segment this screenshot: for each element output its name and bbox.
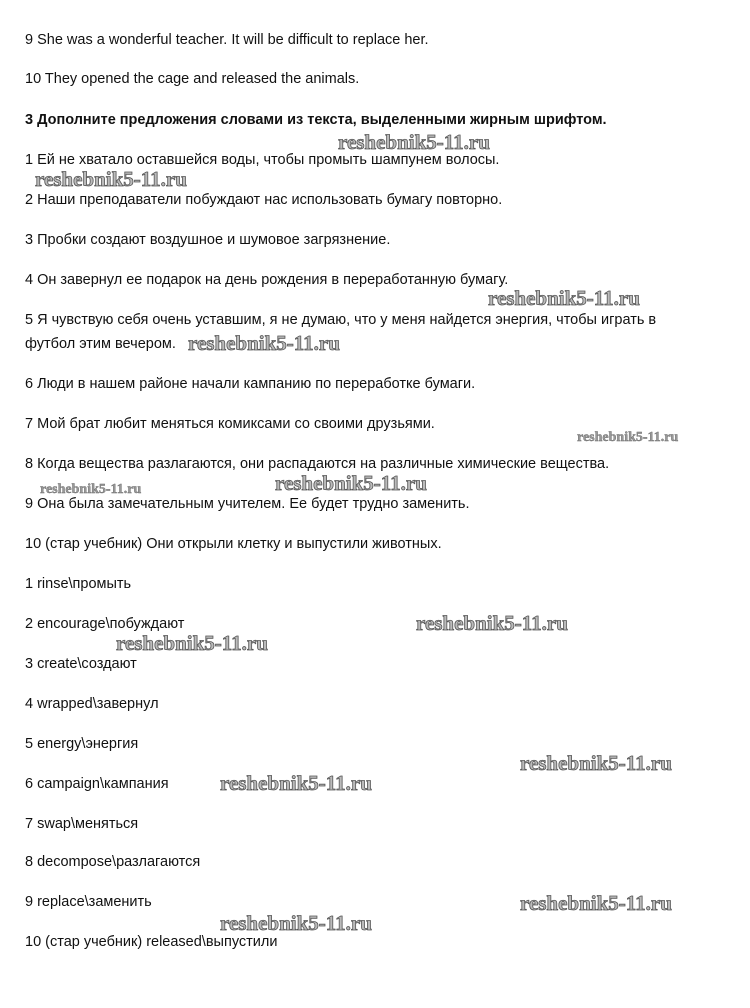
text-line: 6 Люди в нашем районе начали кампанию по переработке бумаги. <box>25 376 476 392</box>
text-line: 4 Он завернул ее подарок на день рождения в переработанную бумагу. <box>25 272 509 288</box>
answer-line: 2 encourage\побуждают <box>25 616 185 632</box>
watermark: reshebnik5-11.ru <box>488 286 640 310</box>
answer-line: 4 wrapped\завернул <box>25 696 159 712</box>
text-line: 10 (стар учебник) Они открыли клетку и выпустили животных. <box>25 536 442 552</box>
answer-line: 1 rinse\промыть <box>25 576 132 592</box>
text-line: 10 They opened the cage and released the animals. <box>25 71 360 87</box>
text-line: 5 Я чувствую себя очень уставшим, я не думаю, что у меня найдется энергия, чтобы играть в <box>25 312 657 328</box>
watermark: reshebnik5-11.ru <box>220 911 372 935</box>
watermark: reshebnik5-11.ru <box>188 331 340 355</box>
text-line: 7 Мой брат любит меняться комиксами со своими друзьями. <box>25 416 435 432</box>
answer-line: 9 replace\заменить <box>25 894 152 910</box>
text-line: 8 Когда вещества разлагаются, они распадаются на различные химические вещества. <box>25 456 610 472</box>
watermark: reshebnik5-11.ru <box>116 631 268 655</box>
watermark: reshebnik5-11.ru <box>416 611 568 635</box>
answer-line: 3 create\создают <box>25 656 137 672</box>
text-line: 9 She was a wonderful teacher. It will be difficult to replace her. <box>25 32 429 48</box>
exercise-heading: 3 Дополните предложения словами из текста, выделенными жирным шрифтом. <box>25 112 607 128</box>
answer-line: 5 energy\энергия <box>25 736 139 752</box>
watermark: reshebnik5-11.ru <box>275 471 427 495</box>
watermark: reshebnik5-11.ru <box>520 751 672 775</box>
text-line: 2 Наши преподаватели побуждают нас использовать бумагу повторно. <box>25 192 503 208</box>
watermark: reshebnik5-11.ru <box>220 771 372 795</box>
answer-line: 6 campaign\кампания <box>25 776 169 792</box>
answer-line: 8 decompose\разлагаются <box>25 854 201 870</box>
answer-line: 7 swap\меняться <box>25 816 139 832</box>
watermark: reshebnik5-11.ru <box>577 430 679 445</box>
text-line: футбол этим вечером. <box>25 336 176 352</box>
watermark: reshebnik5-11.ru <box>520 891 672 915</box>
text-line: 9 Она была замечательным учителем. Ее будет трудно заменить. <box>25 496 470 512</box>
watermark: reshebnik5-11.ru <box>40 482 142 497</box>
text-line: 3 Пробки создают воздушное и шумовое загрязнение. <box>25 232 391 248</box>
watermark: reshebnik5-11.ru <box>35 167 187 191</box>
text-line: 1 Ей не хватало оставшейся воды, чтобы промыть шампунем волосы. <box>25 152 500 168</box>
watermark: reshebnik5-11.ru <box>338 130 490 154</box>
answer-line: 10 (стар учебник) released\выпустили <box>25 934 278 950</box>
